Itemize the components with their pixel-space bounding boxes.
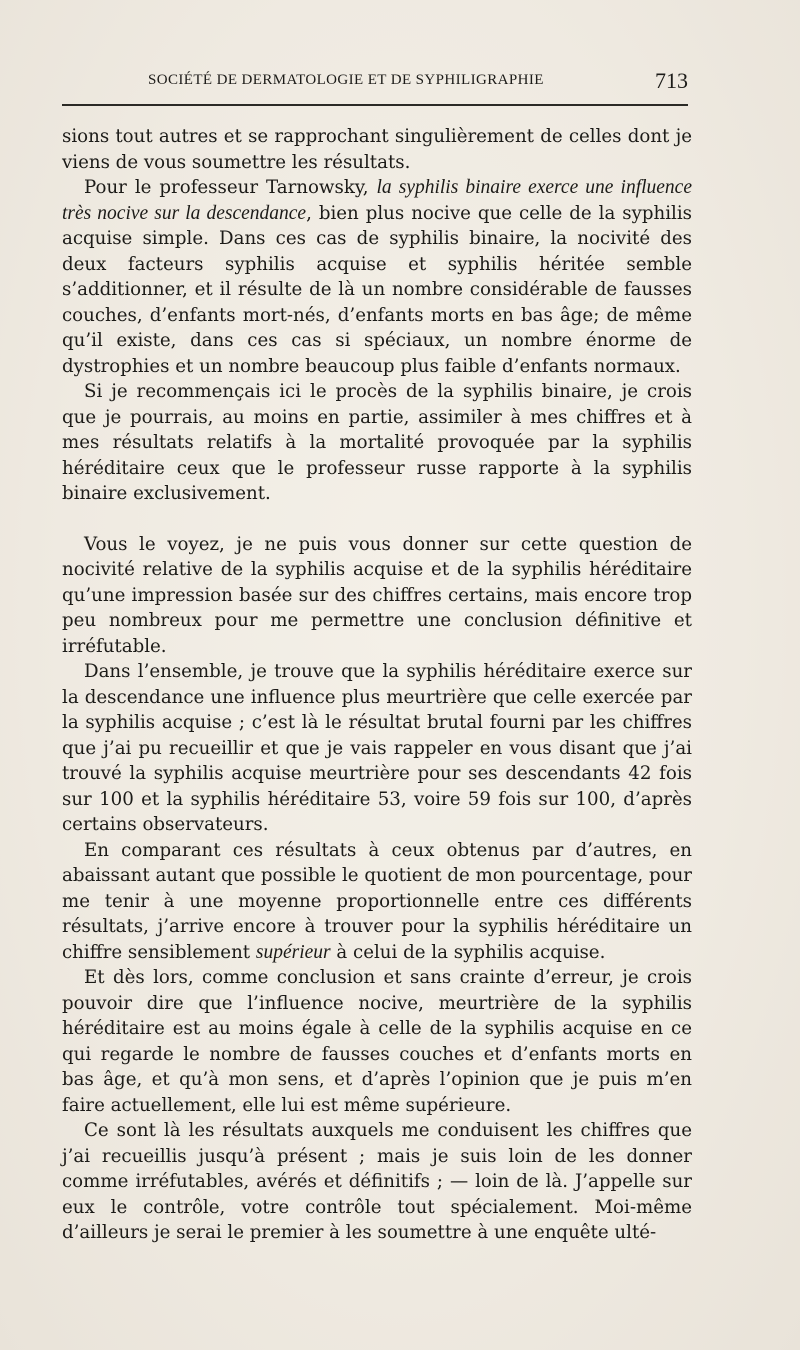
paragraph-text: En comparant ces résultats à ceux obtenus par d’autres, en abaissant autant que possible le quotient de mon pourcentage, pour me tenir à une moyenne proportionnelle entre ces différents résultats, j’arrive encore à trouver pour la syphilis héréditaire un chiffre sensiblement (62, 839, 692, 963)
paragraph-resultats: Ce sont là les résultats auxquels me conduisent les chiffres que j’ai recueillis jusqu’à présent ; mais je suis loin de les donner comme irréfutables, avérés et définitifs ; — loin de là. J’appelle sur eux le contrôle, votre contrôle tout spécialement. Moi-même d’ailleurs je serai le premier à les soumettre à une enquête ulté- (62, 1120, 692, 1243)
paragraph-tarnowsky (62, 175, 692, 379)
page-number: 713 (655, 68, 688, 93)
header-rule (62, 104, 688, 106)
paragraph-continued: sions tout autres et se rapprochant singulièrement de celles dont je viens de vous soumettre les résultats. (62, 126, 692, 173)
paragraph-binaire: Si je recommençais ici le procès de la syphilis binaire, je crois que je pourrais, au moins en partie, assimiler à mes chiffres et à mes résultats relatifs à la mortalité provoquée par la syphilis héréditaire ceux que le professeur russe rapporte à la syphilis binaire exclusivement. (62, 381, 692, 504)
page-header (148, 68, 688, 102)
paragraph-text: à celui de la syphilis acquise. (330, 941, 606, 963)
paragraph-comparant (62, 838, 692, 966)
paragraph-text: , bien plus nocive que celle de la syphilis acquise simple. Dans ces cas de syphilis binaire, la nocivité des deux facteurs syphilis acquise et syphilis héritée semble s’additionner, et il résulte de là un nombre considérable de fausses couches, d’enfants mort-nés, d’enfants morts en bas âge; de même qu’il existe, dans ces cas si spéciaux, un nombre énorme de dystrophies et un nombre beaucoup plus faible d’enfants normaux. (62, 202, 692, 377)
italic-emphasis: supérieur (255, 941, 331, 963)
paragraph-text: Pour le professeur Tarnowsky, (84, 177, 377, 198)
body-text (62, 124, 692, 1246)
paragraph-vous-le-voyez: Vous le voyez, je ne puis vous donner sur cette question de nocivité relative de la syphilis acquise et de la syphilis héréditaire qu’une impression basée sur des chiffres certains, mais encore trop peu nombreux pour me permettre une conclusion définitive et irréfutable. (62, 533, 692, 657)
paragraph-ensemble: Dans l’ensemble, je trouve que la syphilis héréditaire exerce sur la descendance une influence plus meurtrière que celle exercée par la syphilis acquise ; c’est là le résultat brutal fourni par les chiffres que j’ai pu recueillir et que je vais rappeler en vous disant que j’ai trouvé la syphilis acquise meurtrière pour ses descendants 42 fois sur 100 et la syphilis héréditaire 53, voire 59 fois sur 100, d’après certains observateurs. (62, 661, 692, 835)
running-head: SOCIÉTÉ DE DERMATOLOGIE ET DE SYPHILIGRAPHIE (148, 72, 544, 88)
paragraph-conclusion: Et dès lors, comme conclusion et sans crainte d’erreur, je crois pouvoir dire que l’influence nocive, meurtrière de la syphilis héréditaire est au moins égale à celle de la syphilis acquise en ce qui regarde le nombre de fausses couches et d’enfants morts en bas âge, et qu’à mon sens, et d’après l’opinion que je puis m’en faire actuellement, elle lui est même supérieure. (62, 967, 692, 1116)
italic-emphasis: la syphilis binaire exerce une influence très nocive sur la descendance (62, 177, 692, 224)
